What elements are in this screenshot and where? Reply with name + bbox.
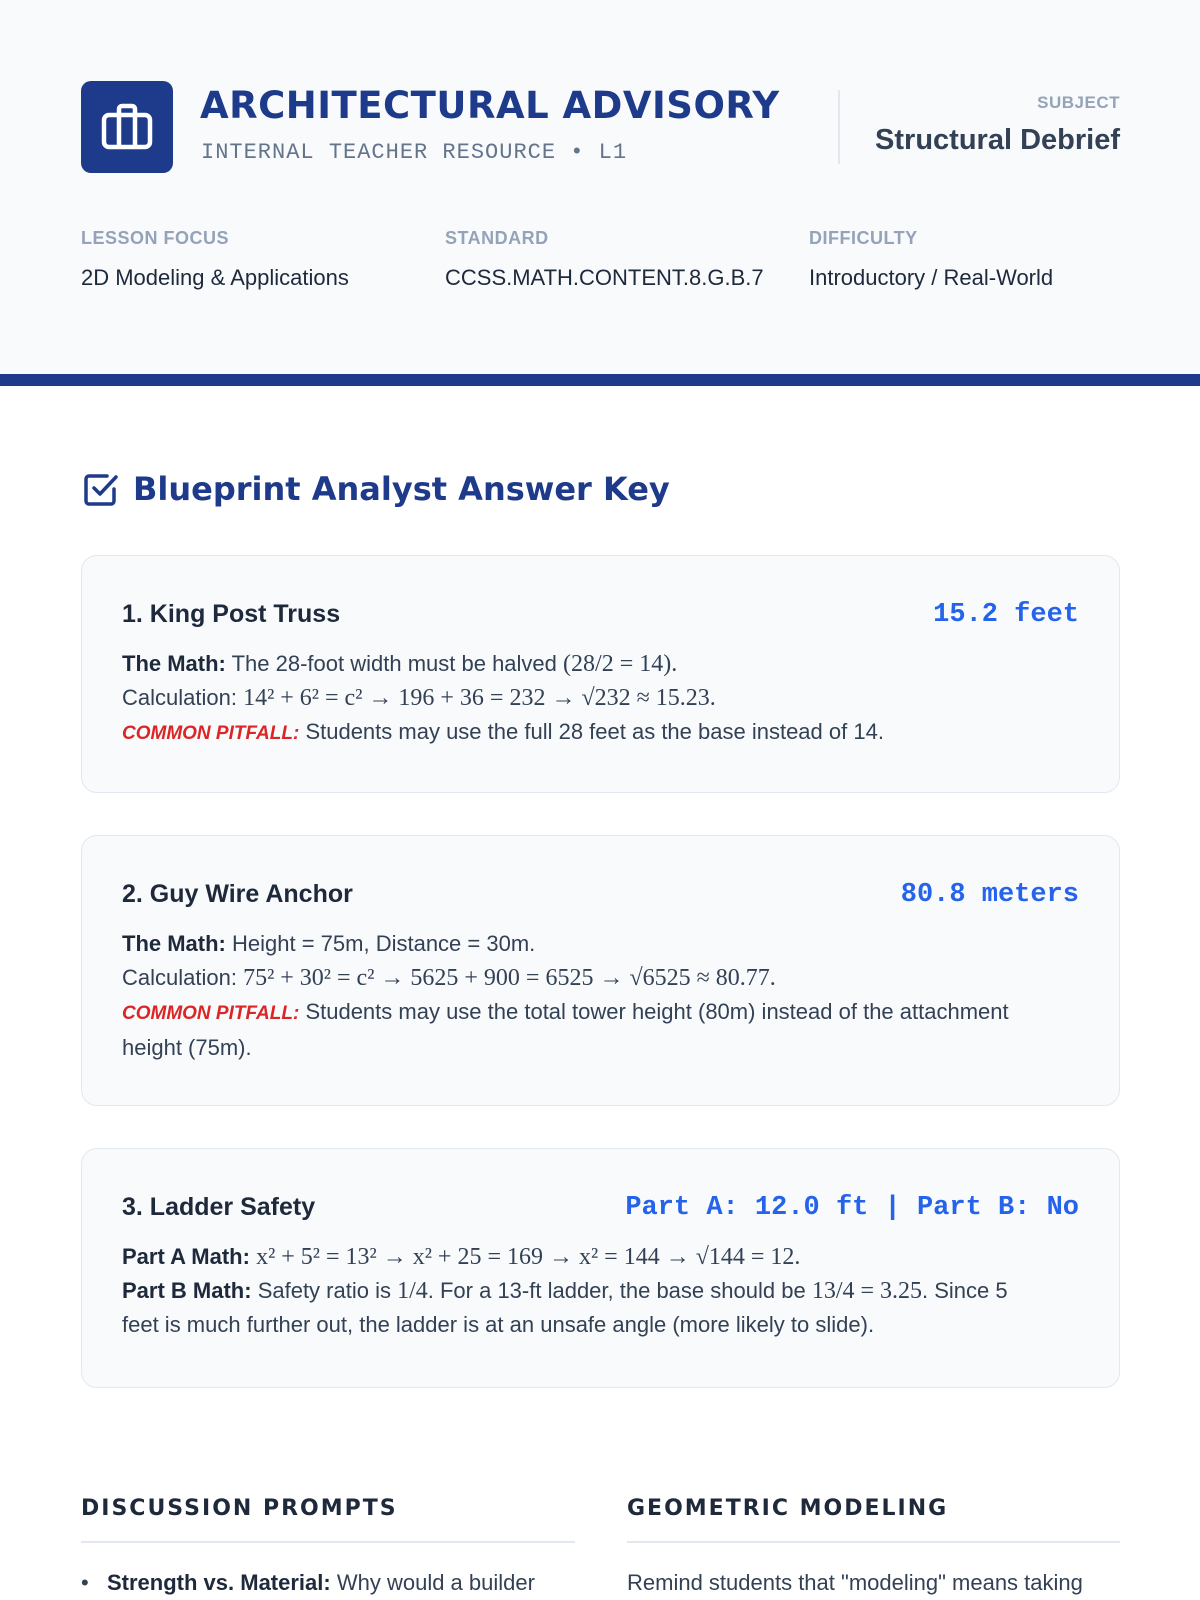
card-answer: 80.8 meters: [900, 880, 1079, 910]
part-a-label: Part A Math:: [122, 1244, 250, 1269]
part-b-label: Part B Math:: [122, 1278, 252, 1303]
meta-label: STANDARD: [445, 228, 549, 248]
meta-label: DIFFICULTY: [809, 228, 918, 248]
pitfall-label: COMMON PITFALL:: [122, 723, 300, 744]
card-title: 1. King Post Truss: [122, 600, 341, 628]
discussion-item: [107, 1570, 535, 1596]
subject-value: Structural Debrief: [875, 124, 1120, 156]
answer-card-guy-wire-anchor: [81, 835, 1120, 1106]
discussion-item-title: Strength vs. Material:: [107, 1570, 331, 1595]
math-expression: (28/2 = 14).: [563, 651, 678, 677]
header-vertical-divider: [838, 90, 840, 164]
card-body: [122, 927, 1082, 1065]
calc-label: Calculation:: [122, 965, 237, 990]
part-b-text: . For a 13-ft ladder, the base should be: [427, 1278, 806, 1303]
card-answer: 15.2 feet: [933, 600, 1079, 630]
calc-label: Calculation:: [122, 685, 237, 710]
card-title: 3. Ladder Safety: [122, 1193, 316, 1221]
pitfall-text: Students may use the full 28 feet as the base instead of 14.: [305, 719, 884, 744]
checkbox-icon: [83, 472, 119, 508]
pitfall-text: Students may use the total tower height (80m) instead of the attachment: [305, 999, 1009, 1024]
part-b-ratio: 1/4: [397, 1278, 428, 1304]
header-divider: [0, 374, 1200, 386]
answer-card-ladder-safety: [81, 1148, 1120, 1388]
math-label: The Math:: [122, 651, 226, 676]
meta-value: Introductory / Real-World: [809, 265, 1054, 290]
pitfall-text-continued: height (75m).: [122, 1035, 252, 1060]
discussion-item-text: Why would a builder: [336, 1570, 535, 1595]
meta-difficulty: [809, 228, 1159, 291]
modeling-divider: [627, 1541, 1120, 1543]
discussion-prompts-heading: DISCUSSION PROMPTS: [81, 1496, 398, 1521]
meta-value: CCSS.MATH.CONTENT.8.G.B.7: [445, 265, 764, 290]
bullet-marker: •: [81, 1570, 89, 1595]
math-text: Height = 75m, Distance = 30m.: [232, 931, 536, 956]
part-b-text: Safety ratio is: [257, 1278, 391, 1303]
calc-expression: 14² + 6² = c² → 196 + 36 = 232 → √232 ≈ 15.23.: [243, 685, 716, 711]
briefcase-icon: [101, 101, 153, 153]
document-title: ARCHITECTURAL ADVISORY: [200, 84, 780, 127]
card-answer: Part A: 12.0 ft | Part B: No: [625, 1193, 1079, 1223]
subject-label: SUBJECT: [1037, 93, 1120, 112]
answer-card-king-post-truss: [81, 555, 1120, 793]
card-body: [122, 647, 1082, 751]
document-subtitle: INTERNAL TEACHER RESOURCE • L1: [201, 140, 628, 165]
math-label: The Math:: [122, 931, 226, 956]
part-a-expression: x² + 5² = 13² → x² + 25 = 169 → x² = 144 → √144 = 12.: [256, 1244, 801, 1270]
meta-standard: [445, 228, 795, 291]
document-header: [0, 0, 1200, 374]
modeling-text: Remind students that "modeling" means taking: [627, 1570, 1083, 1595]
discussion-divider: [81, 1541, 575, 1543]
meta-label: LESSON FOCUS: [81, 228, 230, 248]
meta-value: 2D Modeling & Applications: [81, 265, 349, 290]
card-title: 2. Guy Wire Anchor: [122, 880, 353, 908]
meta-lesson-focus: [81, 228, 431, 291]
part-b-text: . Since 5: [922, 1278, 1008, 1303]
card-body: [122, 1240, 1082, 1342]
math-text: The 28-foot width must be halved: [231, 651, 557, 676]
calc-expression: 75² + 30² = c² → 5625 + 900 = 6525 → √6525 ≈ 80.77.: [243, 965, 776, 991]
section-title-text: Blueprint Analyst Answer Key: [133, 470, 670, 508]
part-b-text-continued: feet is much further out, the ladder is at an unsafe angle (more likely to slide).: [122, 1312, 875, 1337]
logo: [81, 81, 173, 173]
part-b-base: 13/4 = 3.25: [811, 1278, 923, 1304]
geometric-modeling-heading: GEOMETRIC MODELING: [627, 1496, 949, 1521]
pitfall-label: COMMON PITFALL:: [122, 1003, 300, 1024]
